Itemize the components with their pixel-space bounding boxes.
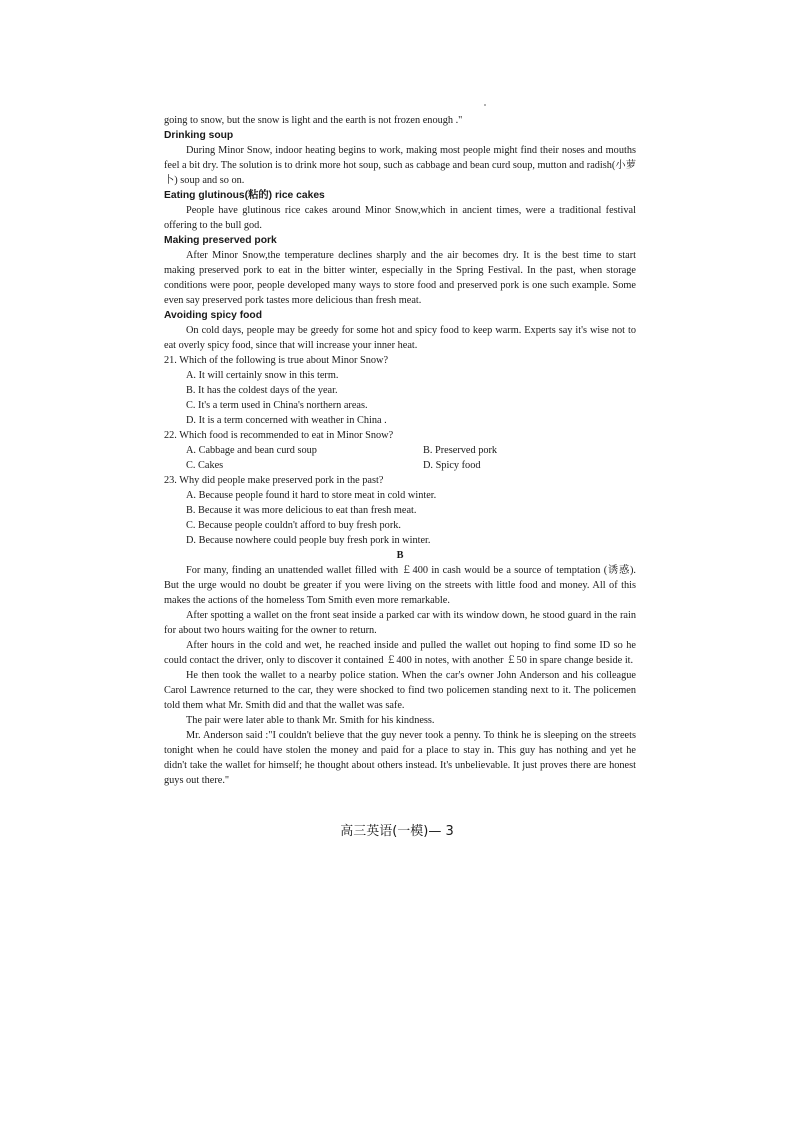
passage-b-label: B (396, 550, 404, 561)
question-23-option-d: D. Because nowhere could people buy fresh pork in winter. (186, 535, 431, 546)
question-23-option-b: B. Because it was more delicious to eat than fresh meat. (186, 505, 417, 516)
section-heading-preserved-pork: Making preserved pork (164, 235, 277, 246)
question-22-option-d: D. Spicy food (423, 460, 481, 471)
passage-b-paragraph-5: The pair were later able to thank Mr. Smith for his kindness. (186, 715, 435, 726)
section-text-spicy-food: On cold days, people may be greedy for some hot and spicy food to keep warm. Experts say it's wise not to eat overly spicy food, since that will increase your inner heat. (164, 325, 636, 351)
question-22-options-row-2 (164, 458, 636, 473)
question-22-options-row-1 (164, 443, 636, 458)
section-text-rice-cakes: People have glutinous rice cakes around Minor Snow,which in ancient times, were a traditional festival offering to the bull god. (164, 205, 636, 231)
page-footer: 高三英语(一模)— 3 (340, 824, 454, 839)
question-23-option-a: A. Because people found it hard to store meat in cold winter. (186, 490, 437, 501)
section-text-preserved-pork: After Minor Snow,the temperature declines sharply and the air becomes dry. It is the best time to start making preserved pork to eat in the bitter winter, especially in the Spring Festival. In the past, when storage conditions were poor, people developed many ways to store food and preserved pork is one such example. Some even say preserved pork tastes more delicious than fresh meat. (164, 250, 636, 306)
question-22-stem: 22. Which food is recommended to eat in Minor Snow? (164, 430, 394, 441)
passage-a-intro-tail: going to snow, but the snow is light and the earth is not frozen enough ." (164, 115, 463, 126)
section-heading-rice-cakes: Eating glutinous(粘的) rice cakes (164, 190, 325, 201)
question-21-option-a: A. It will certainly snow in this term. (186, 370, 339, 381)
section-heading-spicy-food: Avoiding spicy food (164, 310, 263, 321)
passage-b-paragraph-2: After spotting a wallet on the front seat inside a parked car with its window down, he stood guard in the rain for about two hours waiting for the owner to return. (164, 610, 636, 636)
passage-b-paragraph-1: For many, finding an unattended wallet filled with ￡400 in cash would be a source of temptation (诱惑). But the urge would no doubt be greater if you were living on the streets with little food and money. All of this makes the actions of the homeless Tom Smith even more remarkable. (164, 565, 636, 606)
passage-b-paragraph-6: Mr. Anderson said :"I couldn't believe that the guy never took a penny. To think he is sleeping on the streets tonight when he could have stolen the money and paid for a place to stay in. This guy has nothing and yet he didn't take the wallet for himself; he thought about others instead. It's unbelievable. It just proves there are honest guys out there." (164, 730, 636, 786)
question-21-option-c: C. It's a term used in China's northern areas. (186, 400, 368, 411)
question-21-option-d: D. It is a term concerned with weather in China . (186, 415, 387, 426)
passage-b-paragraph-4: He then took the wallet to a nearby police station. When the car's owner John Anderson and his colleague Carol Lawrence returned to the car, they were shocked to find two policemen standing next to it. The policemen told them what Mr. Smith did and that the wallet was safe. (164, 670, 636, 711)
question-22-option-b: B. Preserved pork (423, 445, 498, 456)
question-21-option-b: B. It has the coldest days of the year. (186, 385, 338, 396)
question-21-stem: 21. Which of the following is true about Minor Snow? (164, 355, 389, 366)
question-22-option-c: C. Cakes (186, 460, 224, 471)
passage-b-paragraph-3: After hours in the cold and wet, he reached inside and pulled the wallet out hoping to find some ID so he could contact the driver, only to discover it contained ￡400 in notes, with another ￡50 in spare change beside it. (164, 640, 636, 666)
question-23-stem: 23. Why did people make preserved pork in the past? (164, 475, 384, 486)
exam-page (164, 113, 636, 788)
section-heading-drinking-soup: Drinking soup (164, 130, 234, 141)
section-text-drinking-soup: During Minor Snow, indoor heating begins to work, making most people might find their noses and mouths feel a bit dry. The solution is to drink more hot soup, such as cabbage and bean curd soup, mutton and radish(小萝卜) soup and so on. (164, 145, 636, 186)
question-23-option-c: C. Because people couldn't afford to buy fresh pork. (186, 520, 401, 531)
question-22-option-a: A. Cabbage and bean curd soup (186, 445, 317, 456)
scan-speck (484, 104, 486, 106)
